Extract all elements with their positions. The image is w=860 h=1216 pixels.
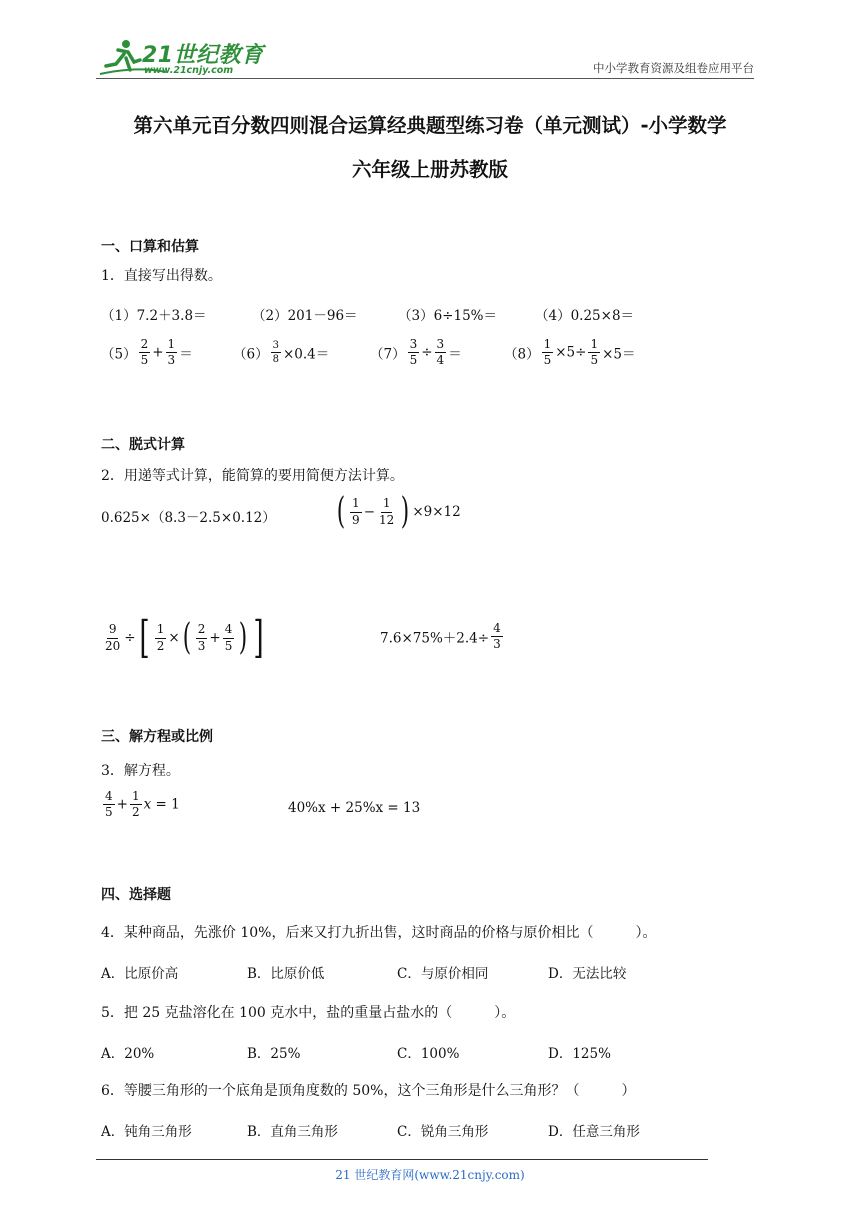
q1-item-7: （7） $\frac{3}{5}$ ÷ $\frac{3}{4}$ ＝ xyxy=(370,337,462,368)
question-6-prompt: 6．等腰三角形的一个底角是顶角度数的 50%，这个三角形是什么三角形？（ ） xyxy=(101,1083,636,1099)
section-heading-3: 三、解方程或比例 xyxy=(101,729,213,745)
question-4-prompt: 4．某种商品，先涨价 10%，后来又打九折出售，这时商品的价格与原价相比（ ）。 xyxy=(101,925,657,941)
q5-option-b: B．25% xyxy=(247,1046,301,1062)
section-heading-2: 二、脱式计算 xyxy=(101,437,185,453)
q4-option-b: B．比原价低 xyxy=(247,966,325,982)
section-heading-4: 四、选择题 xyxy=(101,887,171,903)
q6-option-d: D．任意三角形 xyxy=(548,1124,640,1140)
q2-expr-3: $\frac{9}{20}$ ÷[ $\frac{1}{2}$ ×( $\frac{2}{3}$ + $\frac{4}{5}$ ) ] xyxy=(105,612,265,663)
page-title-line2: 六年级上册苏教版 xyxy=(351,158,508,181)
logo-url: www.21cnjy.com xyxy=(144,65,234,76)
q1-item-3: （3）6÷15%＝ xyxy=(398,308,497,324)
q5-option-d: D．125% xyxy=(548,1046,611,1062)
q2-expr-1: 0.625×（8.3－2.5×0.12） xyxy=(101,510,276,526)
page-title-line1: 第六单元百分数四则混合运算经典题型练习卷（单元测试）-小学数学 xyxy=(133,114,727,137)
q1-item-4: （4）0.25×8＝ xyxy=(535,308,635,324)
q2-expr-4: 7.6×75%＋2.4÷ $\frac{4}{3}$ xyxy=(380,621,501,652)
q6-option-c: C．锐角三角形 xyxy=(397,1124,489,1140)
footer-divider xyxy=(96,1159,708,1160)
q1-item-8: （8） $\frac{1}{5}$ ×5÷ $\frac{1}{5}$ ×5＝ xyxy=(504,337,636,368)
logo-text: 21世纪教育 xyxy=(142,43,264,68)
q1-item-1: （1）7.2＋3.8＝ xyxy=(101,308,207,324)
q2-expr-2: ( $\frac{1}{9}$ − $\frac{1}{12}$ ) ×9×12 xyxy=(336,491,461,532)
question-5-prompt: 5．把 25 克盐溶化在 100 克水中，盐的重量占盐水的（ ）。 xyxy=(101,1005,516,1021)
section-heading-1: 一、口算和估算 xyxy=(101,239,199,255)
q5-option-c: C．100% xyxy=(397,1046,460,1062)
q5-option-a: A．20% xyxy=(101,1046,155,1062)
q6-option-b: B．直角三角形 xyxy=(247,1124,338,1140)
q1-item-5: （5） $\frac{2}{5}$ + $\frac{1}{3}$ ＝ xyxy=(101,337,193,368)
q4-option-c: C．与原价相同 xyxy=(397,966,489,982)
q3-equation-2: 40%x + 25%x = 13 xyxy=(288,800,421,816)
q1-item-6: （6） $\frac{3}{8}$ ×0.4＝ xyxy=(233,340,330,365)
q6-option-a: A．钝角三角形 xyxy=(101,1124,192,1140)
q1-item-2: （2）201－96＝ xyxy=(252,308,358,324)
q4-option-d: D．无法比较 xyxy=(548,966,627,982)
q3-equation-1: $\frac{4}{5}$ + $\frac{1}{2}$ x = 1 xyxy=(105,789,180,820)
question-3-prompt: 3．解方程。 xyxy=(101,763,180,779)
header-platform-text: 中小学教育资源及组卷应用平台 xyxy=(593,61,754,75)
q4-option-a: A．比原价高 xyxy=(101,966,179,982)
footer-link[interactable]: 21 世纪教育网(www.21cnjy.com) xyxy=(335,1168,525,1182)
question-1-prompt: 1．直接写出得数。 xyxy=(101,268,222,284)
question-2-prompt: 2．用递等式计算，能简算的要用简便方法计算。 xyxy=(101,468,404,484)
header-divider xyxy=(96,78,754,79)
